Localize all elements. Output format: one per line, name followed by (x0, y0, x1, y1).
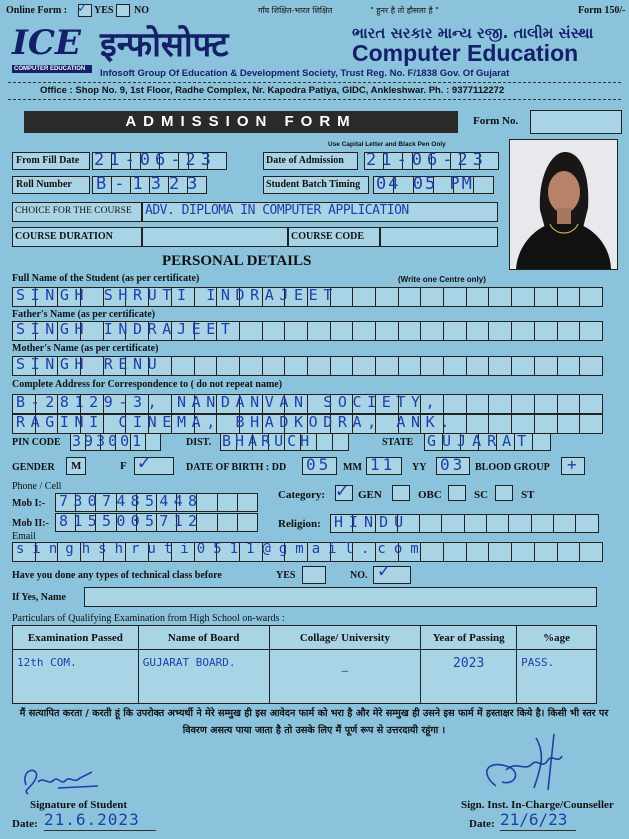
gen-check-icon: ✓ (336, 478, 349, 502)
cell-year[interactable]: 2023 (421, 650, 517, 704)
address-label: Complete Address for Correspondence to ( do not repeat name) (12, 379, 283, 390)
female-check-icon: ✓ (138, 450, 151, 474)
obc-checkbox[interactable] (448, 485, 466, 501)
grid-cell (512, 542, 535, 562)
course-duration-field[interactable] (142, 227, 288, 247)
grid-cell (444, 356, 467, 376)
mother-name-label: Mother's Name (as per certificate) (12, 343, 159, 354)
from-fill-date-value: 21-06-23 (94, 150, 216, 170)
grid-cell (558, 394, 581, 414)
email-label: Email (12, 531, 36, 542)
logo-text: ICE (12, 23, 81, 63)
grid-cell (420, 514, 442, 533)
grid-cell (218, 493, 238, 512)
personal-details-title: PERSONAL DETAILS (162, 253, 312, 269)
grid-cell (467, 394, 490, 414)
grid-cell (512, 287, 535, 307)
grid-cell (576, 514, 598, 533)
pin-code-value: 393001 (72, 432, 145, 450)
email-value: singhshruti0511@gmail.com (16, 541, 427, 557)
ice-logo (12, 25, 92, 77)
header-percent: %age (517, 626, 597, 650)
batch-timing-value: 04 05 PM (376, 174, 474, 194)
tech-yes-checkbox[interactable] (302, 566, 326, 584)
grid-cell (558, 287, 581, 307)
gen-label: GEN (358, 489, 382, 501)
student-date-value: 21.6.2023 (44, 810, 140, 829)
gender-label: GENDER (12, 462, 55, 473)
state-value: GUJARAT (427, 432, 533, 450)
sc-checkbox[interactable] (495, 485, 513, 501)
address-line-1: B-28129-3, NANDANVAN SOCIETY, (16, 393, 441, 411)
grid-cell (512, 394, 535, 414)
header-college: Collage/ University (269, 626, 421, 650)
table-row (13, 650, 597, 704)
grid-cell (580, 542, 603, 562)
tech-no-check-icon: ✓ (378, 558, 391, 582)
grid-cell (353, 287, 376, 307)
grid-cell (489, 414, 512, 434)
grid-cell (308, 356, 331, 376)
form-fee: Form 150/- (578, 5, 626, 16)
society-line: Infosoft Group Of Education & Development Society, Trust Reg. No. F/1838 Gov. Of Gujarat (100, 68, 510, 79)
centre-note: (Write one Centre only) (398, 275, 486, 284)
address-line-2: RAGINI CINEMA, BHADKODRA, ANK. (16, 413, 455, 431)
mob1-label: Mob I:- (12, 498, 46, 509)
grid-cell (467, 542, 490, 562)
grid-cell (353, 321, 376, 341)
online-yes-label: YES (94, 5, 114, 16)
roll-number-label: Roll Number (16, 179, 72, 190)
grid-cell (554, 514, 576, 533)
gen-extra-box[interactable] (392, 485, 410, 501)
student-photo (509, 139, 618, 270)
grid-cell (512, 414, 535, 434)
grid-cell (399, 321, 422, 341)
tech-no-label: NO. (350, 570, 368, 581)
admission-date-label: Date of Admission (266, 155, 344, 166)
father-name-label: Father's Name (as per certificate) (12, 309, 156, 320)
dob-mm-label: MM (343, 462, 362, 473)
grid-cell (512, 321, 535, 341)
grid-cell (444, 287, 467, 307)
grid-cell (240, 321, 263, 341)
slogan-hindi-2: " हुनर है तो हौसला है " (370, 6, 439, 15)
grid-cell (218, 513, 238, 532)
grid-cell (331, 356, 354, 376)
grid-cell (535, 356, 558, 376)
grid-cell (535, 321, 558, 341)
dob-mm-value: 11 (370, 455, 396, 474)
mother-name-value: SINGH RENU (16, 355, 163, 373)
incharge-signature (476, 730, 586, 800)
online-form-label: Online Form : (6, 5, 68, 16)
grid-cell (558, 356, 581, 376)
phone-label: Phone / Cell (12, 481, 62, 492)
cell-college[interactable]: – (269, 650, 421, 704)
cell-board[interactable]: GUJARAT BOARD. (138, 650, 269, 704)
qualifying-title: Particulars of Qualifying Examination from High School on-wards : (12, 613, 285, 624)
grid-cell (489, 394, 512, 414)
grid-cell (308, 321, 331, 341)
grid-cell (467, 287, 490, 307)
grid-cell (558, 414, 581, 434)
district-label: DIST. (186, 437, 212, 448)
grid-cell (532, 514, 554, 533)
course-choice-label: CHOICE FOR THE COURSE (15, 206, 132, 216)
grid-cell (172, 356, 195, 376)
religion-value: HINDU (334, 513, 410, 531)
grid-cell (489, 356, 512, 376)
obc-label: OBC (418, 489, 442, 501)
grid-cell (353, 356, 376, 376)
dob-yy-value: 03 (440, 455, 466, 474)
mob1-value: 7307485448 (59, 492, 203, 510)
online-no-checkbox[interactable] (116, 4, 130, 17)
brand-title: Computer Education (352, 40, 579, 66)
form-title-bar: ADMISSION FORM (24, 111, 458, 133)
online-no-label: NO (134, 5, 149, 16)
grid-cell (535, 287, 558, 307)
qualifying-header-row (13, 626, 597, 650)
grid-cell (580, 287, 603, 307)
grid-cell (580, 414, 603, 434)
grid-cell (195, 356, 218, 376)
grid-cell (489, 321, 512, 341)
logo-subtext: COMPUTER EDUCATION (12, 65, 92, 73)
religion-label: Religion: (278, 518, 321, 530)
grid-cell (444, 321, 467, 341)
form-no-label: Form No. (473, 115, 519, 127)
grid-cell (489, 542, 512, 562)
dob-dd-value: 05 (306, 455, 332, 474)
grid-cell (512, 356, 535, 376)
check-mark-icon: ✓ (78, 0, 87, 16)
grid-cell (444, 542, 467, 562)
full-name-label: Full Name of the Student (as per certificate) (12, 273, 200, 284)
grid-cell (399, 287, 422, 307)
grid-cell (558, 321, 581, 341)
st-label: ST (521, 489, 535, 501)
grid-cell (421, 356, 444, 376)
grid-cell (240, 356, 263, 376)
declaration-text: मैं सत्यापित करता / करती हूं कि उपरोक्त अभ्यर्थी ने मेरे सम्मुख ही इस आवेदन फार्म को भरा है और मेरे सम्मुख ही उसने इस फार्म में हस्ताक्षर किये है। किसी भी स्तर पर विवरण असत्य पाया जाता है तो उसके लिए मैं पूर्ण रूप से उत्तरदायी रहूंगा । (19, 708, 609, 736)
cell-percent[interactable]: PASS. (517, 650, 597, 704)
grid-cell (331, 321, 354, 341)
capital-note: Use Capital Letter and Black Pen Only (328, 141, 446, 148)
if-yes-field[interactable] (84, 587, 597, 607)
grid-cell (509, 514, 531, 533)
dob-yy-label: YY (412, 462, 427, 473)
grid-cell (421, 287, 444, 307)
grid-cell (535, 542, 558, 562)
grid-cell (376, 287, 399, 307)
cell-exam[interactable]: 12th COM. (13, 650, 139, 704)
grid-cell (467, 414, 490, 434)
form-no-field[interactable] (530, 110, 622, 134)
grid-cell (467, 356, 490, 376)
grid-cell (580, 394, 603, 414)
course-choice-value: ADV. DIPLOMA IN COMPUTER APPLICATION (145, 203, 409, 218)
incharge-signature-label: Sign. Inst. In-Charge/Counseller (461, 799, 614, 811)
grid-cell (580, 321, 603, 341)
header-board: Name of Board (138, 626, 269, 650)
student-signature (18, 760, 108, 800)
sc-label: SC (474, 489, 489, 501)
district-value: BHARUCH (222, 432, 314, 450)
female-label: F (120, 460, 127, 472)
tech-yes-label: YES (276, 570, 296, 581)
grid-cell (489, 287, 512, 307)
grid-cell (442, 514, 464, 533)
tech-class-question: Have you done any types of technical class before (12, 570, 222, 581)
grid-cell (263, 356, 286, 376)
slogan-hindi: गाँव शिक्षित-भारत शिक्षित (258, 6, 333, 15)
incharge-date-label: Date: (469, 818, 495, 830)
gujarati-subtitle: ભારત સરકાર માન્ય રજી. તાલીમ સંસ્થા (352, 24, 594, 42)
grid-cell (285, 321, 308, 341)
father-name-value: SINGH INDRAJEET (16, 320, 236, 338)
full-name-value: SINGH SHRUTI INDRAJEET (16, 286, 338, 304)
header-year: Year of Passing (421, 626, 517, 650)
pin-code-label: PIN CODE (12, 437, 61, 448)
course-code-field[interactable] (380, 227, 498, 247)
blood-group-label: BLOOD GROUP (475, 462, 550, 473)
student-date-label: Date: (12, 818, 38, 830)
grid-cell (263, 321, 286, 341)
incharge-date-value: 21/6/23 (500, 810, 568, 829)
hindi-brand-name: इन्फोसोफ्ट (100, 25, 229, 65)
male-label: M (71, 460, 82, 472)
grid-cell (238, 513, 258, 532)
roll-number-value: B-1323 (96, 174, 206, 194)
mob2-label: Mob II:- (12, 518, 49, 529)
mob2-value: 8155005712 (59, 512, 203, 530)
state-label: STATE (382, 437, 414, 448)
category-label: Category: (278, 489, 326, 501)
grid-cell (580, 356, 603, 376)
office-address: Office : Shop No. 9, 1st Floor, Radhe Complex, Nr. Kapodra Patiya, GIDC, Ankleshwar. Ph. : 9377112272 (40, 85, 505, 96)
student-signature-label: Signature of Student (30, 799, 127, 811)
qualifying-table (12, 625, 597, 704)
grid-cell (421, 321, 444, 341)
grid-cell (376, 356, 399, 376)
course-code-label: COURSE CODE (291, 231, 365, 242)
grid-cell (535, 394, 558, 414)
grid-cell (444, 394, 467, 414)
grid-cell (285, 356, 308, 376)
grid-cell (535, 414, 558, 434)
header-exam: Examination Passed (13, 626, 139, 650)
grid-cell (399, 356, 422, 376)
blood-group-value: + (567, 455, 577, 474)
if-yes-label: If Yes, Name (12, 592, 66, 603)
grid-cell (487, 514, 509, 533)
dob-label: DATE OF BIRTH : DD (186, 462, 287, 473)
course-duration-label: COURSE DURATION (15, 231, 113, 242)
from-fill-date-label: From Fill Date (16, 155, 80, 166)
grid-cell (217, 356, 240, 376)
grid-cell (558, 542, 581, 562)
admission-date-value: 21-06-23 (366, 150, 488, 170)
grid-cell (467, 321, 490, 341)
grid-cell (465, 514, 487, 533)
grid-cell (376, 321, 399, 341)
grid-cell (238, 493, 258, 512)
batch-timing-label: Student Batch Timing (266, 179, 361, 190)
